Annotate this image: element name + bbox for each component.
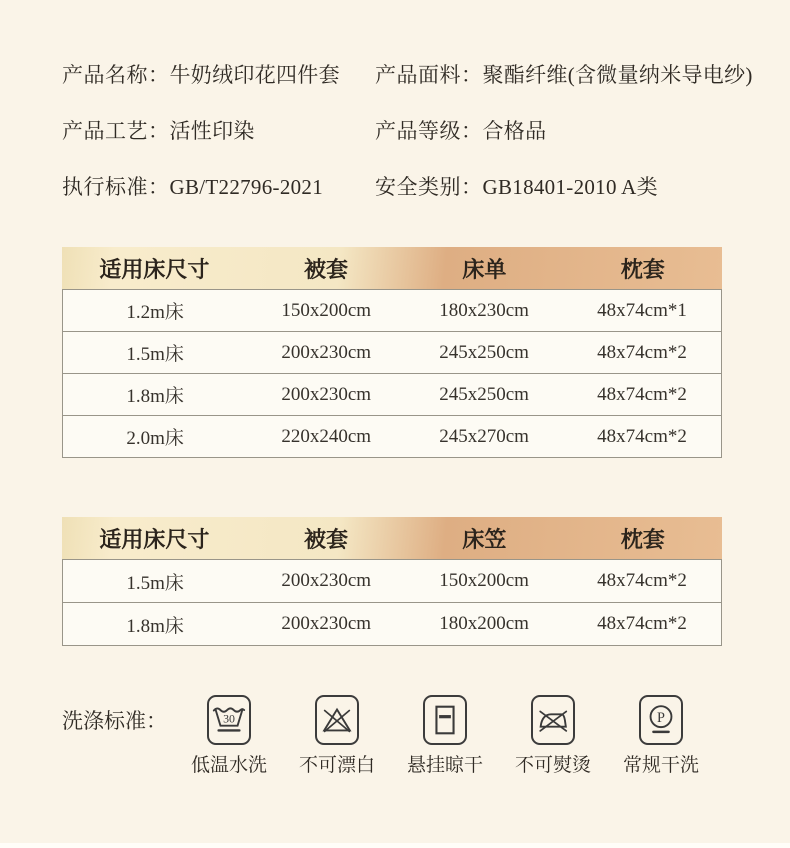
info-label: 产品等级： [375, 119, 483, 143]
col-header-sheet: 床单 [462, 256, 507, 282]
no-bleach-icon [315, 695, 359, 745]
table-row [63, 373, 721, 415]
hang-dry-icon [423, 695, 467, 745]
table-cell: 2.0m床 [126, 428, 184, 449]
washing-caption: 常规干洗 [622, 755, 699, 776]
dry-clean-icon [639, 695, 683, 745]
info-value: GB/T22796-2021 [169, 175, 324, 199]
info-value: 聚酯纤维(含微量纳米导电纱) [482, 63, 753, 87]
bottom-strip [0, 843, 790, 848]
info-grade [375, 120, 760, 143]
table-cell: 1.2m床 [126, 302, 184, 323]
info-value: GB18401-2010 A类 [482, 175, 658, 199]
table-cell: 48x74cm*2 [597, 425, 687, 447]
table-cell: 200x230cm [281, 613, 372, 634]
col-header-duvet-cover: 被套 [303, 256, 348, 282]
washing-caption: 低温水洗 [190, 755, 267, 776]
washing-item-hang-dry [391, 695, 499, 777]
wash-30-icon [207, 695, 251, 745]
table-cell: 48x74cm*2 [597, 383, 687, 405]
table-cell: 200x230cm [281, 341, 372, 363]
size-table-sheet [62, 247, 722, 458]
table-header-row [62, 247, 722, 289]
info-label: 执行标准： [62, 175, 170, 199]
washing-caption: 不可熨烫 [514, 755, 591, 776]
table-cell: 245x250cm [439, 383, 529, 405]
table-cell: 180x230cm [439, 299, 529, 321]
table-body [62, 559, 722, 646]
no-iron-icon [531, 695, 575, 745]
table-cell: 1.8m床 [126, 386, 184, 407]
svg-text:30: 30 [223, 711, 235, 726]
table-cell: 48x74cm*2 [597, 570, 687, 591]
size-table-fitted-sheet [62, 517, 722, 646]
table-body [62, 289, 722, 458]
washing-caption: 悬挂晾干 [406, 755, 483, 776]
table-cell: 245x250cm [439, 341, 529, 363]
washing-label: 洗涤标准： [62, 709, 167, 733]
product-info [62, 64, 760, 199]
washing-item-no-iron [499, 695, 607, 777]
info-label: 产品面料： [375, 63, 483, 87]
info-product-name [62, 64, 375, 87]
info-label: 安全类别： [375, 175, 483, 199]
table-row [63, 290, 721, 331]
washing-standards [62, 695, 710, 777]
table-row [63, 560, 721, 602]
col-header-pillowcase: 枕套 [620, 526, 665, 552]
washing-items [175, 695, 715, 777]
table-row [63, 331, 721, 373]
info-value: 活性印染 [169, 119, 255, 143]
svg-text:P: P [657, 709, 665, 726]
washing-item-no-bleach [283, 695, 391, 777]
table-header-row [62, 517, 722, 559]
table-cell: 1.5m床 [126, 344, 184, 365]
info-label: 产品名称： [62, 63, 170, 87]
table-cell: 48x74cm*2 [597, 341, 687, 363]
table-cell: 48x74cm*2 [597, 613, 687, 634]
col-header-duvet-cover: 被套 [303, 526, 348, 552]
table-cell: 150x200cm [439, 570, 529, 591]
col-header-pillowcase: 枕套 [620, 256, 665, 282]
table-cell: 200x230cm [281, 570, 372, 591]
table-cell: 180x200cm [439, 613, 529, 634]
info-standard [62, 176, 375, 199]
washing-item-dry-clean [607, 695, 715, 777]
table-row [63, 602, 721, 645]
washing-item-low-temp [175, 695, 283, 777]
info-fabric [375, 64, 760, 87]
table-row [63, 415, 721, 457]
col-header-fitted-sheet: 床笠 [462, 526, 507, 552]
col-header-bed-size: 适用床尺寸 [99, 526, 210, 552]
table-cell: 220x240cm [281, 425, 372, 447]
table-cell: 1.8m床 [126, 615, 184, 637]
col-header-bed-size: 适用床尺寸 [99, 256, 210, 282]
info-value: 合格品 [482, 119, 547, 143]
info-value: 牛奶绒印花四件套 [169, 63, 340, 87]
table-cell: 150x200cm [281, 299, 372, 321]
table-cell: 200x230cm [281, 383, 372, 405]
info-process [62, 120, 375, 143]
info-safety-class [375, 176, 760, 199]
table-cell: 1.5m床 [126, 572, 184, 594]
table-cell: 245x270cm [439, 425, 529, 447]
washing-caption: 不可漂白 [298, 755, 375, 776]
info-label: 产品工艺： [62, 119, 170, 143]
table-cell: 48x74cm*1 [597, 299, 687, 321]
